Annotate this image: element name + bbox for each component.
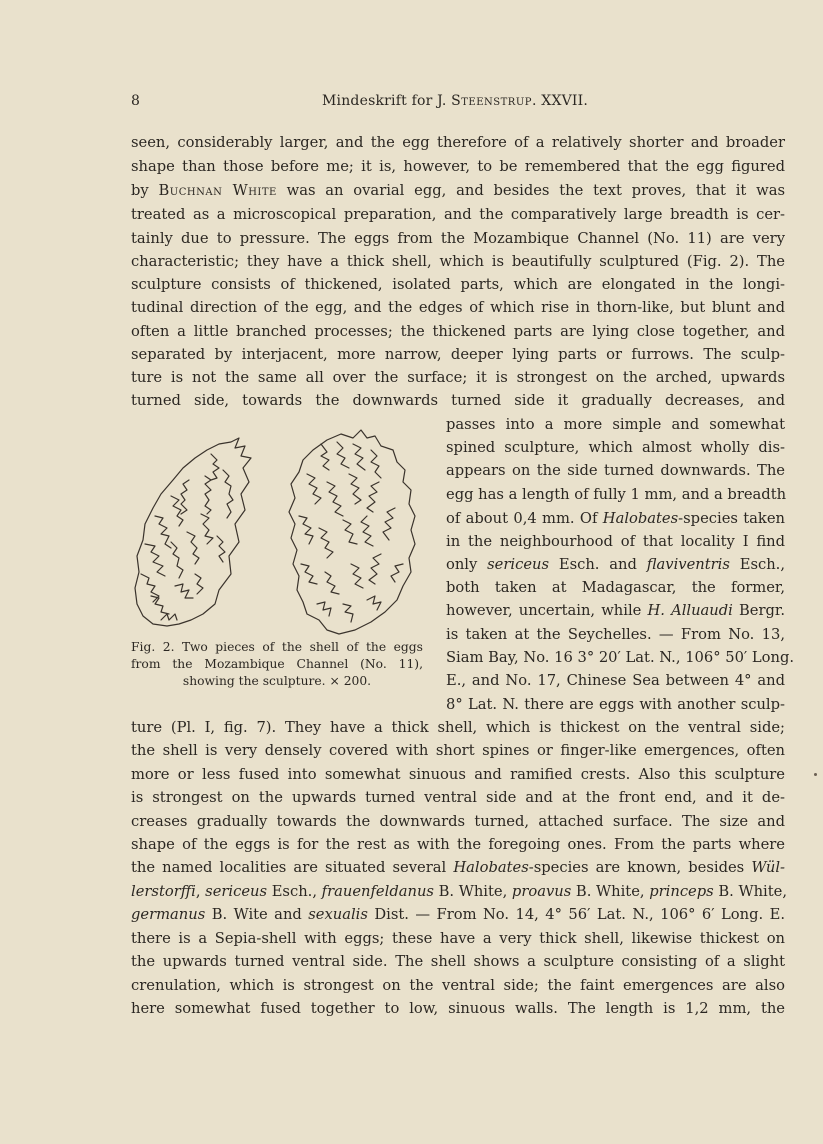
text-line: often a little branched processes; the thickened parts are lying close together, and bbox=[131, 323, 785, 340]
text-line: ture is not the same all over the surface; it is strongest on the arched, upwards bbox=[131, 369, 785, 386]
running-title-suffix: . XXVII. bbox=[531, 93, 589, 109]
text-line: is taken at the Seychelles. — From No. 13, bbox=[446, 626, 785, 643]
text-span: Esch., bbox=[267, 883, 322, 900]
species-name: sericeus bbox=[205, 883, 268, 900]
figure-caption bbox=[131, 639, 423, 690]
text-span: by bbox=[131, 182, 159, 199]
text-span: however, uncertain, while bbox=[446, 602, 648, 619]
text-line: spined sculpture, which almost wholly dis- bbox=[446, 439, 785, 456]
text-span: the named localities are situated several bbox=[131, 859, 454, 876]
species-name: lerstorffi bbox=[131, 883, 196, 900]
text-span: Dist. — From No. 14, 4° 56′ Lat. N., 106° 6′ Long. E. bbox=[367, 906, 785, 923]
text-line: there is a Sepia-shell with eggs; these have a very thick shell, likewise thickest on bbox=[131, 930, 785, 947]
print-speck bbox=[814, 773, 817, 776]
text-line: tudinal direction of the egg, and the edges of which rise in thorn-like, but blunt and bbox=[131, 299, 785, 316]
text-line: is strongest on the upwards turned ventral side and at the front end, and it de- bbox=[131, 789, 785, 806]
running-header bbox=[131, 93, 784, 113]
caption-line: showing the sculpture. × 200. bbox=[182, 674, 372, 688]
text-span: B. White, bbox=[571, 883, 650, 900]
text-line: appears on the side turned downwards. The bbox=[446, 462, 785, 479]
text-span: B. White, bbox=[713, 883, 787, 900]
species-name: frauenfeldanus bbox=[321, 883, 434, 900]
text-line: tainly due to pressure. The eggs from the Mozambique Channel (No. 11) are very bbox=[131, 230, 785, 247]
text-line: E., and No. 17, Chinese Sea between 4° and bbox=[446, 672, 785, 689]
shell-sculpture-illustration bbox=[131, 424, 437, 636]
text-line: crenulation, which is strongest on the ventral side; the faint emergences are also bbox=[131, 977, 785, 994]
text-span: was an ovarial egg, and besides the text proves, that it was bbox=[276, 182, 785, 199]
text-line: passes into a more simple and somewhat bbox=[446, 416, 785, 433]
text-line bbox=[131, 880, 785, 904]
text-line: turned side, towards the downwards turned side it gradually decreases, and bbox=[131, 392, 785, 409]
text-line: in the neighbourhood of that locality I find bbox=[446, 533, 785, 550]
text-span: Esch. and bbox=[549, 556, 647, 573]
species-name: Wül- bbox=[751, 859, 785, 876]
caption-line: Fig. 2. Two pieces of the shell of the eggs bbox=[131, 640, 423, 654]
text-span: Bergr. bbox=[732, 602, 785, 619]
author-name: Buchnan White bbox=[158, 182, 277, 199]
text-span: -species are known, besides bbox=[528, 859, 752, 876]
text-span: of about 0,4 mm. Of bbox=[446, 510, 603, 527]
text-line: the upwards turned ventral side. The shell shows a sculpture consisting of a slight bbox=[131, 953, 785, 970]
caption-line: from the Mozambique Channel (No. 11), bbox=[131, 657, 423, 671]
text-line: sculpture consists of thickened, isolated parts, which are elongated in the longi- bbox=[131, 276, 785, 293]
text-span: Esch., bbox=[729, 556, 786, 573]
text-line: here somewhat fused together to low, sinuous walls. The length is 1,2 mm, the bbox=[131, 1000, 785, 1017]
text-line: 8° Lat. N. there are eggs with another sculp- bbox=[446, 696, 785, 713]
species-name: princeps bbox=[649, 883, 714, 900]
text-line: both taken at Madagascar, the former, bbox=[446, 579, 785, 596]
text-line: ture (Pl. I, fig. 7). They have a thick shell, which is thickest on the ventral side; bbox=[131, 719, 785, 736]
running-title-name: Steenstrup bbox=[451, 93, 532, 109]
text-span: only bbox=[446, 556, 488, 573]
text-line bbox=[131, 179, 785, 203]
text-line: shape of the eggs is for the rest as with the foregoing ones. From the parts where bbox=[131, 836, 785, 853]
text-line: the shell is very densely covered with short spines or finger-like emergences, often bbox=[131, 742, 785, 759]
species-name: sericeus bbox=[487, 556, 550, 573]
species-name: H. Alluaudi bbox=[647, 602, 733, 619]
text-line bbox=[131, 903, 785, 927]
text-line bbox=[446, 507, 785, 531]
text-line: seen, considerably larger, and the egg therefore of a relatively shorter and broader bbox=[131, 134, 785, 151]
text-line bbox=[446, 553, 785, 577]
text-line: treated as a microscopical preparation, and the comparatively large breadth is cer- bbox=[131, 206, 785, 223]
text-span: B. White, bbox=[433, 883, 512, 900]
species-name: Halobates bbox=[602, 510, 679, 527]
text-line: more or less fused into somewhat sinuous and ramified crests. Also this sculpture bbox=[131, 766, 785, 783]
species-name: germanus bbox=[131, 906, 206, 923]
text-span: , bbox=[195, 883, 206, 900]
text-line bbox=[446, 599, 785, 623]
species-name: flaviventris bbox=[646, 556, 730, 573]
running-title bbox=[322, 93, 588, 109]
text-line: characteristic; they have a thick shell, which is beautifully sculptured (Fig. 2). The bbox=[131, 253, 785, 270]
text-line: Siam Bay, No. 16 3° 20′ Lat. N., 106° 50′ Long. bbox=[446, 649, 795, 666]
species-name: sexualis bbox=[308, 906, 368, 923]
text-line: egg has a length of fully 1 mm, and a breadth bbox=[446, 486, 787, 503]
species-name: Halobates bbox=[453, 859, 529, 876]
page-number: 8 bbox=[131, 93, 140, 109]
text-line: shape than those before me; it is, however, to be remembered that the egg figured bbox=[131, 158, 785, 175]
figure-2 bbox=[131, 424, 437, 694]
text-span: B. Wite and bbox=[205, 906, 309, 923]
running-title-prefix: Mindeskrift for J. bbox=[322, 93, 452, 109]
text-line: separated by interjacent, more narrow, deeper lying parts or furrows. The sculp- bbox=[131, 346, 785, 363]
text-line: creases gradually towards the downwards turned, attached surface. The size and bbox=[131, 813, 785, 830]
species-name: proavus bbox=[511, 883, 572, 900]
text-span: -species taken bbox=[678, 510, 785, 527]
text-line bbox=[131, 856, 785, 880]
